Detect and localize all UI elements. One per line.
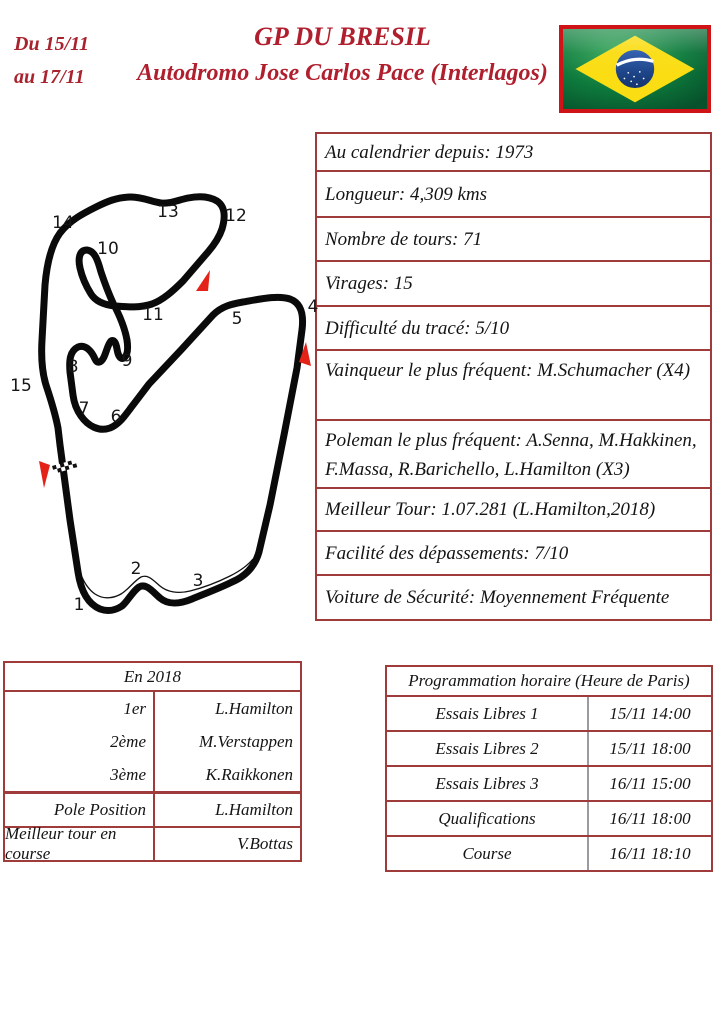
table-row [387, 765, 711, 800]
date-to: au 17/11 [14, 66, 85, 88]
corner-label-11: 11 [142, 305, 164, 325]
podium-label: 2ème [110, 731, 146, 751]
corner-label-5: 5 [231, 309, 243, 329]
row-label: Meilleur tour en course [5, 828, 155, 860]
table-row [387, 730, 711, 765]
corner-label-14: 14 [52, 213, 74, 233]
info-row: Nombre de tours: 71 [317, 216, 710, 260]
info-row: Poleman le plus fréquent: A.Senna, M.Hakkinen, F.Massa, R.Barichello, L.Hamilton (X3) [317, 419, 710, 487]
session-time: 16/11 18:10 [609, 843, 691, 863]
session-time: 15/11 14:00 [609, 703, 691, 723]
circuit-map-interlagos [0, 160, 340, 640]
brazil-flag-icon [559, 25, 711, 113]
corner-label-7: 7 [78, 399, 90, 419]
info-row: Meilleur Tour: 1.07.281 (L.Hamilton,2018) [317, 487, 710, 530]
table-row [5, 824, 300, 863]
info-row: Au calendrier depuis: 1973 [325, 141, 534, 163]
corner-label-6: 6 [110, 407, 122, 427]
session-name: Essais Libres 1 [387, 697, 589, 730]
podium-label: 3ème [110, 764, 146, 784]
row-label: Pole Position [5, 794, 155, 826]
pit-lane-line [57, 430, 253, 598]
session-name: Qualifications [387, 802, 589, 835]
podium-labels [5, 692, 155, 791]
info-row: Virages: 15 [317, 260, 710, 305]
corner-label-3: 3 [192, 571, 204, 591]
brazil-flag-svg [563, 29, 707, 109]
circuit-info-table [315, 132, 712, 621]
podium-rows [5, 690, 300, 791]
event-dates [14, 28, 89, 94]
results-2018-table [3, 661, 302, 862]
row-value: V.Bottas [237, 834, 293, 853]
table-row [387, 835, 711, 870]
results-table-title: En 2018 [123, 667, 182, 686]
session-name: Essais Libres 3 [387, 767, 589, 800]
session-name: Course [387, 837, 589, 870]
info-row: Longueur: 4,309 kms [317, 170, 710, 216]
page-title: GP DU BRESIL [254, 22, 431, 51]
corner-label-2: 2 [130, 559, 142, 579]
corner-label-12: 12 [225, 206, 247, 226]
corner-label-13: 13 [157, 202, 179, 222]
podium-driver: L.Hamilton [215, 698, 293, 718]
corner-label-8: 8 [67, 357, 79, 377]
circuit-map-svg [0, 160, 340, 640]
date-from: Du 15/11 [14, 33, 90, 55]
corner-label-10: 10 [97, 239, 119, 259]
schedule-table [385, 665, 713, 872]
direction-arrow-climb [196, 270, 210, 291]
schedule-table-title: Programmation horaire (Heure de Paris) [408, 671, 690, 690]
corner-label-9: 9 [121, 351, 133, 371]
corner-label-4: 4 [307, 297, 319, 317]
corner-label-15: 15 [10, 376, 32, 396]
info-row: Voiture de Sécurité: Moyennement Fréquente [317, 574, 710, 619]
session-name: Essais Libres 2 [387, 732, 589, 765]
table-row [5, 791, 300, 826]
table-row [387, 800, 711, 835]
page-subtitle: Autodromo Jose Carlos Pace (Interlagos) [137, 60, 548, 86]
session-time: 16/11 18:00 [609, 808, 691, 828]
info-row: Vainqueur le plus fréquent: M.Schumacher (X4) [317, 349, 710, 419]
row-value: L.Hamilton [215, 800, 293, 819]
session-time: 15/11 18:00 [609, 738, 691, 758]
session-time: 16/11 15:00 [609, 773, 691, 793]
flag-gloss [563, 29, 707, 73]
direction-arrow-start [39, 461, 50, 488]
podium-driver: M.Verstappen [199, 731, 293, 751]
info-row: Facilité des dépassements: 7/10 [317, 530, 710, 574]
podium-values [155, 692, 300, 791]
corner-label-1: 1 [73, 595, 85, 615]
info-row: Difficulté du tracé: 5/10 [317, 305, 710, 349]
table-row [387, 695, 711, 730]
podium-label: 1er [123, 698, 146, 718]
podium-driver: K.Raikkonen [205, 764, 293, 784]
page-title-block [90, 22, 595, 88]
